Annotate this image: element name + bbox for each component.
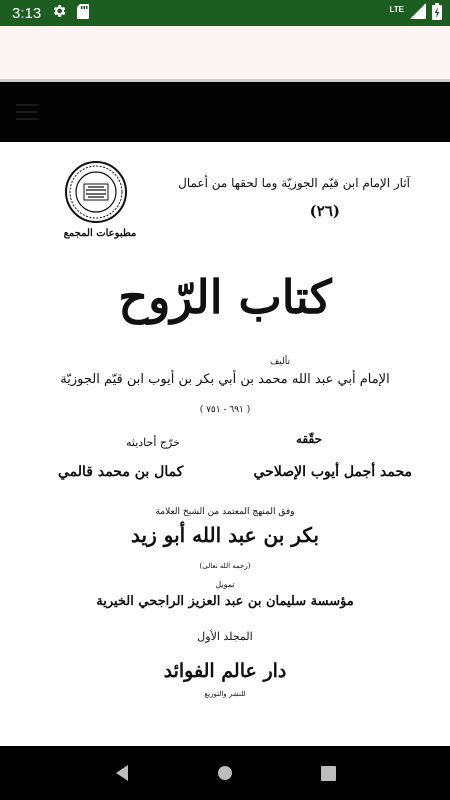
app-header xyxy=(0,26,450,79)
network-type-label: LTE xyxy=(389,4,404,14)
volume-label: المجلد الأول xyxy=(197,630,253,643)
author-years: ( ٦٩١ - ٧٥١ ) xyxy=(199,405,251,415)
recents-button[interactable] xyxy=(308,753,348,793)
book-title: كتاب الرّوح xyxy=(118,270,332,324)
academy-seal-icon xyxy=(64,160,128,224)
series-title: آثار الإمام ابن قيّم الجوزيّة وما لحقها من أعمال xyxy=(178,176,410,190)
system-nav-bar xyxy=(0,746,450,800)
signal-icon xyxy=(410,3,426,23)
home-icon xyxy=(217,765,233,781)
hadith-takhrij-label: خرّج أحاديثه xyxy=(126,436,180,449)
supervisor-name: بكر بن عبد الله أبو زيد xyxy=(131,523,319,547)
foundation-name: مؤسسة سليمان بن عبد العزيز الراجحي الخيرية xyxy=(96,594,354,609)
hadith-takhrij-name: كمال بن محمد قالمي xyxy=(58,464,184,480)
home-button[interactable] xyxy=(205,753,245,793)
method-line: وفق المنهج المعتمد من الشيخ العلامة xyxy=(155,507,295,517)
authored-by-label: تأليف xyxy=(269,357,290,367)
status-bar xyxy=(0,0,450,26)
status-time: 3:13 xyxy=(12,4,42,22)
sd-card-icon xyxy=(77,4,89,23)
back-button[interactable] xyxy=(102,753,142,793)
verified-by-label: حقّقه xyxy=(296,432,322,446)
toolbar xyxy=(0,82,450,142)
publisher-subtitle: للنشر والتوزيع xyxy=(204,690,246,698)
supervisor-honorific: (رحمه الله تعالى) xyxy=(199,562,251,570)
author-name: الإمام أبي عبد الله محمد بن أبي بكر بن أيوب ابن قيّم الجوزيّة xyxy=(60,372,390,387)
battery-icon xyxy=(432,3,442,24)
recents-icon xyxy=(321,766,336,781)
menu-icon[interactable] xyxy=(16,104,38,120)
verifier-name: محمد أجمل أيوب الإصلاحي xyxy=(253,464,412,480)
series-number: (٢٦) xyxy=(309,202,340,220)
settings-gear-icon xyxy=(51,3,67,23)
seal-caption: مطبوعات المجمع xyxy=(63,228,137,239)
funding-label: تمويل xyxy=(215,580,235,589)
back-icon xyxy=(113,764,131,782)
publisher-name: دار عالم الفوائد xyxy=(163,660,287,682)
